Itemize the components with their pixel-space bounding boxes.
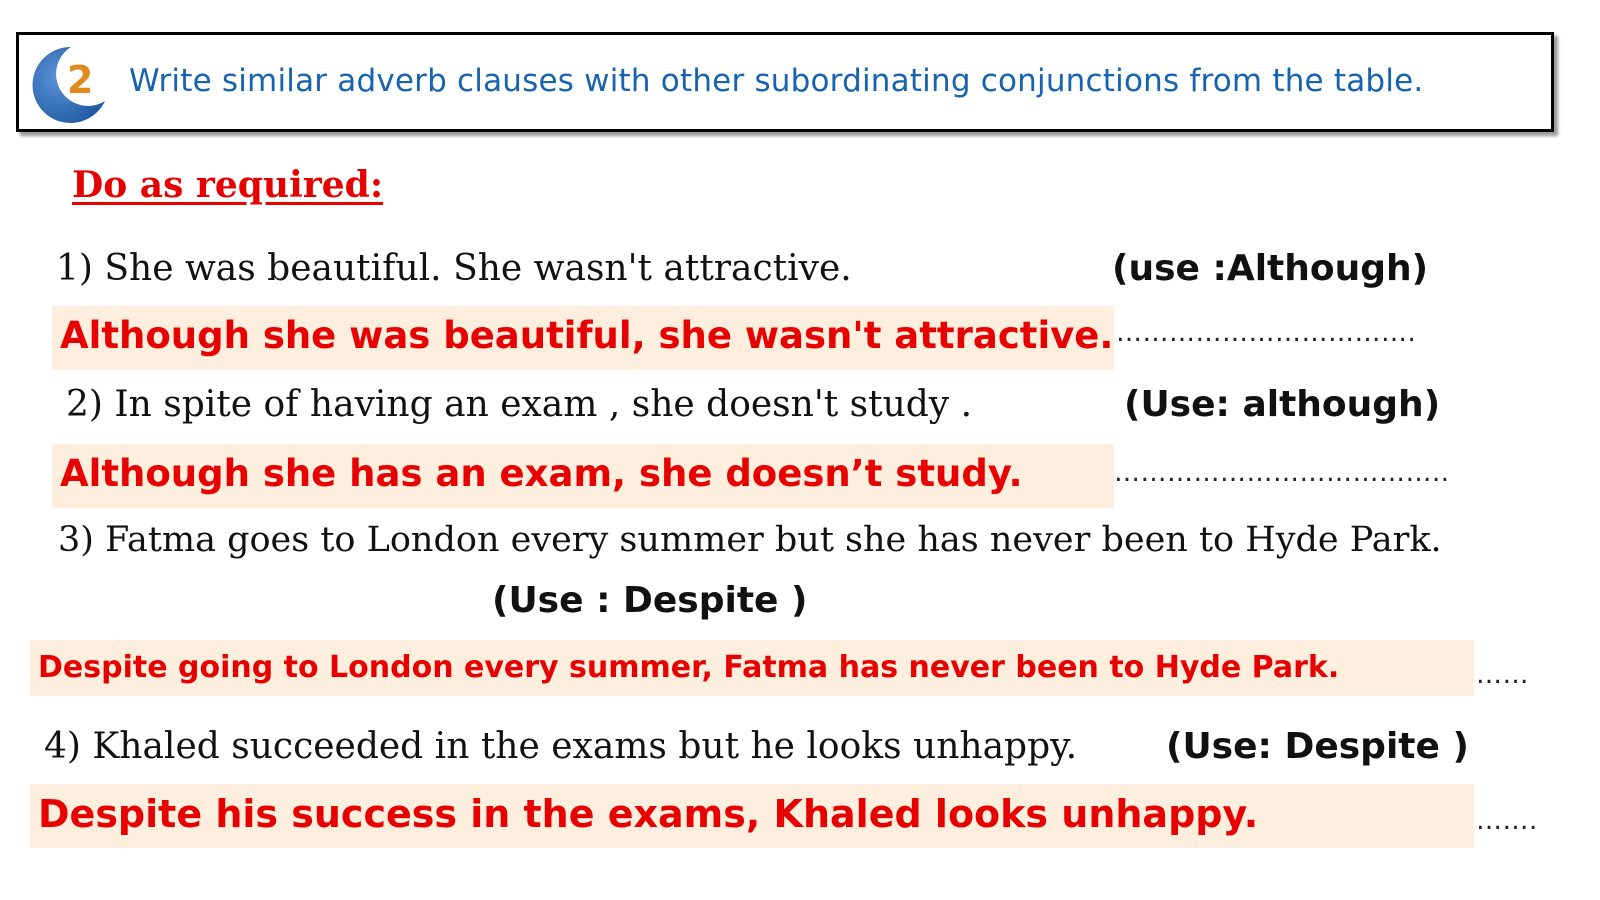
- question-4-use: (Use: Despite ): [1166, 726, 1469, 767]
- moon-number-icon: [27, 43, 109, 125]
- page-heading: Do as required:: [72, 164, 384, 206]
- answer-3-dots: ……: [1476, 660, 1529, 690]
- question-4-prompt: 4) Khaled succeeded in the exams but he looks unhappy.: [44, 726, 1078, 767]
- question-3-use: (Use : Despite ): [492, 580, 808, 621]
- answer-4-dots: …….: [1476, 806, 1538, 836]
- banner-number: 2: [67, 58, 94, 102]
- question-2-use: (Use: although): [1124, 384, 1441, 425]
- question-1-use: (use :Although): [1112, 248, 1429, 289]
- question-2-prompt: 2) In spite of having an exam , she doesn't study .: [66, 384, 973, 425]
- instruction-banner: [16, 32, 1554, 132]
- answer-4-text: Despite his success in the exams, Khaled looks unhappy.: [38, 792, 1259, 836]
- instruction-text: Write similar adverb clauses with other subordinating conjunctions from the table.: [129, 63, 1424, 99]
- answer-3-text: Despite going to London every summer, Fatma has never been to Hyde Park.: [38, 650, 1340, 685]
- answer-2-text: Although she has an exam, she doesn’t study.: [60, 452, 1023, 495]
- question-3-prompt: 3) Fatma goes to London every summer but she has never been to Hyde Park.: [58, 520, 1442, 560]
- answer-2-dots: ………………………………..: [1114, 458, 1450, 488]
- answer-1-dots: …………………………….: [1116, 318, 1417, 348]
- answer-1-text: Although she was beautiful, she wasn't attractive.: [60, 314, 1114, 357]
- question-1-prompt: 1) She was beautiful. She wasn't attractive.: [56, 248, 852, 289]
